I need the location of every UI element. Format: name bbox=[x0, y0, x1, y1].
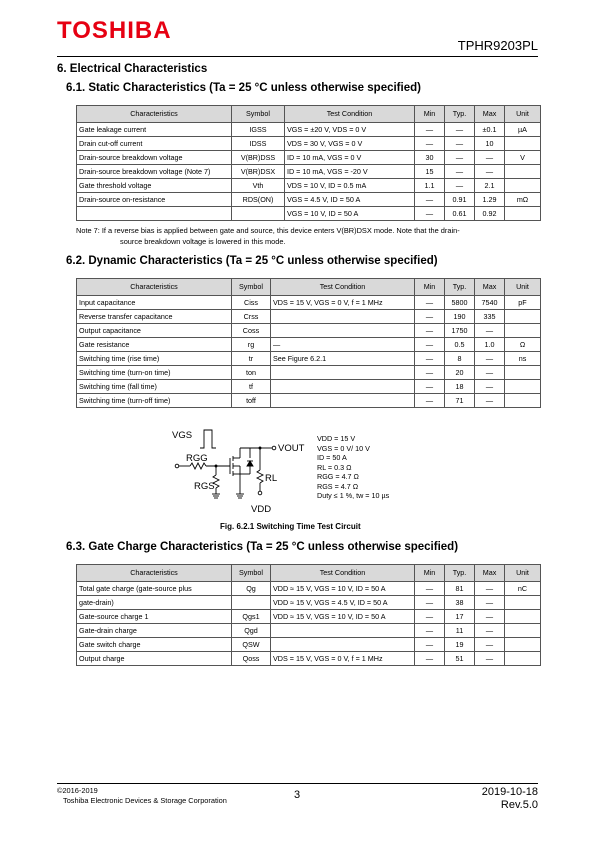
circuit-param: Duty ≤ 1 %, tw = 10 µs bbox=[317, 491, 390, 500]
symbol-cell: Vth bbox=[232, 179, 285, 193]
min-cell: — bbox=[415, 394, 445, 408]
characteristic-cell: Switching time (rise time) bbox=[77, 352, 232, 366]
table-row bbox=[77, 123, 541, 137]
condition-cell: VDD ≈ 15 V, VGS = 10 V, ID = 50 A bbox=[271, 582, 415, 596]
column-header-characteristic: Characteristics bbox=[77, 565, 232, 582]
typ-cell: — bbox=[445, 137, 475, 151]
column-header-typ: Typ. bbox=[445, 106, 475, 123]
unit-cell bbox=[505, 324, 541, 338]
characteristic-cell bbox=[77, 207, 232, 221]
column-header-max: Max bbox=[475, 565, 505, 582]
condition-cell bbox=[271, 380, 415, 394]
characteristic-cell: Gate threshold voltage bbox=[77, 179, 232, 193]
unit-cell bbox=[505, 179, 541, 193]
symbol-cell: Crss bbox=[232, 310, 271, 324]
min-cell: — bbox=[415, 624, 445, 638]
typ-cell: — bbox=[445, 123, 475, 137]
typ-cell: 18 bbox=[445, 380, 475, 394]
note-line-1: Note 7: If a reverse bias is applied between gate and source, this device enters V(BR)DSX mode. Note that the drain- bbox=[76, 226, 460, 235]
table-row bbox=[77, 137, 541, 151]
header-divider bbox=[57, 56, 538, 57]
min-cell: — bbox=[415, 123, 445, 137]
min-cell: — bbox=[415, 610, 445, 624]
condition-cell: VDS = 15 V, VGS = 0 V, f = 1 MHz bbox=[271, 652, 415, 666]
max-cell: 2.1 bbox=[475, 179, 505, 193]
rl-label: RL bbox=[265, 473, 278, 484]
circuit-param: VGS = 0 V/ 10 V bbox=[317, 443, 370, 453]
circuit-parameters bbox=[317, 434, 389, 501]
column-header-unit: Unit bbox=[505, 565, 541, 582]
condition-cell: ID = 10 mA, VGS = -20 V bbox=[285, 165, 415, 179]
max-cell: — bbox=[475, 652, 505, 666]
typ-cell: 19 bbox=[445, 638, 475, 652]
note-7 bbox=[76, 225, 541, 247]
min-cell: — bbox=[415, 310, 445, 324]
table-row bbox=[77, 296, 541, 310]
typ-cell: 8 bbox=[445, 352, 475, 366]
gate-charge-table bbox=[76, 564, 541, 666]
condition-cell: VGS = 10 V, ID = 50 A bbox=[285, 207, 415, 221]
typ-cell: 0.61 bbox=[445, 207, 475, 221]
typ-cell: — bbox=[445, 165, 475, 179]
characteristic-cell: Gate-source charge 1 bbox=[77, 610, 232, 624]
min-cell: — bbox=[415, 137, 445, 151]
table-row bbox=[77, 366, 541, 380]
condition-cell: See Figure 6.2.1 bbox=[271, 352, 415, 366]
unit-cell bbox=[505, 652, 541, 666]
typ-cell: 38 bbox=[445, 596, 475, 610]
condition-cell bbox=[271, 394, 415, 408]
typ-cell: 190 bbox=[445, 310, 475, 324]
unit-cell: ns bbox=[505, 352, 541, 366]
column-header-condition: Test Condition bbox=[271, 279, 415, 296]
max-cell: — bbox=[475, 582, 505, 596]
symbol-cell: IGSS bbox=[232, 123, 285, 137]
symbol-cell: ton bbox=[232, 366, 271, 380]
unit-cell: V bbox=[505, 151, 541, 165]
column-header-condition: Test Condition bbox=[285, 106, 415, 123]
table-header-row bbox=[77, 106, 541, 123]
table-header-row bbox=[77, 279, 541, 296]
min-cell: — bbox=[415, 652, 445, 666]
column-header-min: Min bbox=[415, 106, 445, 123]
characteristic-cell: Drain-source breakdown voltage bbox=[77, 151, 232, 165]
typ-cell: 81 bbox=[445, 582, 475, 596]
max-cell: 1.0 bbox=[475, 338, 505, 352]
column-header-unit: Unit bbox=[505, 106, 541, 123]
typ-cell: 11 bbox=[445, 624, 475, 638]
max-cell: — bbox=[475, 352, 505, 366]
table-row bbox=[77, 624, 541, 638]
characteristic-cell: Total gate charge (gate-source plus bbox=[77, 582, 232, 596]
max-cell: — bbox=[475, 596, 505, 610]
max-cell: 7540 bbox=[475, 296, 505, 310]
max-cell: 0.92 bbox=[475, 207, 505, 221]
table-row bbox=[77, 638, 541, 652]
min-cell: — bbox=[415, 366, 445, 380]
unit-cell: µA bbox=[505, 123, 541, 137]
column-header-symbol: Symbol bbox=[232, 279, 271, 296]
vout-terminal bbox=[272, 446, 276, 450]
revision-number: Rev.5.0 bbox=[500, 799, 538, 811]
figure-caption: Fig. 6.2.1 Switching Time Test Circuit bbox=[220, 522, 361, 531]
symbol-cell: Qg bbox=[232, 582, 271, 596]
typ-cell: 17 bbox=[445, 610, 475, 624]
unit-cell: nC bbox=[505, 582, 541, 596]
characteristic-cell: Gate leakage current bbox=[77, 123, 232, 137]
static-characteristics-table bbox=[76, 105, 541, 221]
symbol-cell: Qgd bbox=[232, 624, 271, 638]
unit-cell: mΩ bbox=[505, 193, 541, 207]
gate-charge-title: 6.3. Gate Charge Characteristics (Ta = 25 °C unless otherwise specified) bbox=[66, 541, 459, 553]
typ-cell: 0.5 bbox=[445, 338, 475, 352]
condition-cell: VDS = 15 V, VGS = 0 V, f = 1 MHz bbox=[271, 296, 415, 310]
unit-cell bbox=[505, 380, 541, 394]
condition-cell: VGS = 4.5 V, ID = 50 A bbox=[285, 193, 415, 207]
part-number: TPHR9203PL bbox=[457, 38, 538, 53]
rl-resistor bbox=[257, 470, 263, 483]
condition-cell bbox=[271, 366, 415, 380]
copyright-years: ©2016-2019 bbox=[57, 786, 98, 795]
symbol-cell: V(BR)DSS bbox=[232, 151, 285, 165]
characteristic-cell: Input capacitance bbox=[77, 296, 232, 310]
unit-cell bbox=[505, 165, 541, 179]
table-row bbox=[77, 207, 541, 221]
max-cell: — bbox=[475, 624, 505, 638]
vout-label: VOUT bbox=[278, 443, 305, 454]
footer-date-rev bbox=[482, 786, 538, 812]
characteristic-cell: Gate switch charge bbox=[77, 638, 232, 652]
page-number: 3 bbox=[294, 789, 301, 801]
column-header-condition: Test Condition bbox=[271, 565, 415, 582]
characteristic-cell: Switching time (turn-off time) bbox=[77, 394, 232, 408]
footer-divider bbox=[57, 783, 538, 784]
symbol-cell bbox=[232, 207, 285, 221]
condition-cell: VDD ≈ 15 V, VGS = 4.5 V, ID = 50 A bbox=[271, 596, 415, 610]
condition-cell bbox=[271, 324, 415, 338]
unit-cell: Ω bbox=[505, 338, 541, 352]
circuit-param: ID = 50 A bbox=[317, 453, 347, 462]
symbol-cell: Ciss bbox=[232, 296, 271, 310]
section-title: 6. Electrical Characteristics bbox=[57, 63, 208, 75]
typ-cell: 1750 bbox=[445, 324, 475, 338]
body-diode bbox=[247, 461, 253, 466]
symbol-cell: IDSS bbox=[232, 137, 285, 151]
symbol-cell: Qgs1 bbox=[232, 610, 271, 624]
unit-cell bbox=[505, 624, 541, 638]
column-header-typ: Typ. bbox=[445, 565, 475, 582]
unit-cell bbox=[505, 366, 541, 380]
table-row bbox=[77, 610, 541, 624]
condition-cell: — bbox=[271, 338, 415, 352]
table-header-row bbox=[77, 565, 541, 582]
characteristic-cell: Switching time (fall time) bbox=[77, 380, 232, 394]
condition-cell: VDS = 10 V, ID = 0.5 mA bbox=[285, 179, 415, 193]
vdd-label: VDD bbox=[251, 504, 272, 515]
typ-cell: 71 bbox=[445, 394, 475, 408]
symbol-cell: Coss bbox=[232, 324, 271, 338]
table-row bbox=[77, 179, 541, 193]
column-header-characteristic: Characteristics bbox=[77, 106, 232, 123]
symbol-cell: Qoss bbox=[232, 652, 271, 666]
max-cell: — bbox=[475, 324, 505, 338]
max-cell: — bbox=[475, 165, 505, 179]
min-cell: — bbox=[415, 380, 445, 394]
unit-cell bbox=[505, 638, 541, 652]
characteristic-cell: gate-drain) bbox=[77, 596, 232, 610]
characteristic-cell: Gate-drain charge bbox=[77, 624, 232, 638]
min-cell: — bbox=[415, 193, 445, 207]
symbol-cell: tr bbox=[232, 352, 271, 366]
dynamic-title: 6.2. Dynamic Characteristics (Ta = 25 °C unless otherwise specified) bbox=[66, 255, 438, 267]
static-title: 6.1. Static Characteristics (Ta = 25 °C unless otherwise specified) bbox=[66, 82, 421, 94]
table-row bbox=[77, 582, 541, 596]
revision-date: 2019-10-18 bbox=[481, 786, 538, 798]
max-cell: ±0.1 bbox=[475, 123, 505, 137]
symbol-cell: tf bbox=[232, 380, 271, 394]
circuit-param: RGS = 4.7 Ω bbox=[317, 481, 359, 491]
table-row bbox=[77, 324, 541, 338]
condition-cell: VDD ≈ 15 V, VGS = 10 V, ID = 50 A bbox=[271, 610, 415, 624]
switching-test-circuit bbox=[168, 424, 313, 519]
unit-cell bbox=[505, 207, 541, 221]
typ-cell: 5800 bbox=[445, 296, 475, 310]
symbol-cell: toff bbox=[232, 394, 271, 408]
unit-cell bbox=[505, 596, 541, 610]
max-cell: 1.29 bbox=[475, 193, 505, 207]
table-row bbox=[77, 151, 541, 165]
rgg-label: RGG bbox=[186, 453, 208, 464]
condition-cell: VDS = 30 V, VGS = 0 V bbox=[285, 137, 415, 151]
column-header-symbol: Symbol bbox=[232, 106, 285, 123]
table-row bbox=[77, 165, 541, 179]
vgs-label: VGS bbox=[172, 430, 193, 441]
min-cell: 15 bbox=[415, 165, 445, 179]
circuit-param: VDD = 15 V bbox=[317, 434, 356, 443]
column-header-max: Max bbox=[475, 106, 505, 123]
column-header-symbol: Symbol bbox=[232, 565, 271, 582]
condition-cell bbox=[271, 638, 415, 652]
input-terminal bbox=[175, 464, 179, 468]
table-row bbox=[77, 352, 541, 366]
min-cell: — bbox=[415, 296, 445, 310]
circuit-param: RL = 0.3 Ω bbox=[317, 462, 352, 472]
toshiba-logo: TOSHIBA bbox=[57, 17, 172, 44]
column-header-characteristic: Characteristics bbox=[77, 279, 232, 296]
min-cell: — bbox=[415, 324, 445, 338]
rgs-label: RGS bbox=[194, 481, 215, 492]
typ-cell: 51 bbox=[445, 652, 475, 666]
characteristic-cell: Output capacitance bbox=[77, 324, 232, 338]
condition-cell bbox=[271, 624, 415, 638]
table-row bbox=[77, 310, 541, 324]
symbol-cell: RDS(ON) bbox=[232, 193, 285, 207]
characteristic-cell: Reverse transfer capacitance bbox=[77, 310, 232, 324]
min-cell: 30 bbox=[415, 151, 445, 165]
characteristic-cell: Drain-source breakdown voltage (Note 7) bbox=[77, 165, 232, 179]
min-cell: — bbox=[415, 596, 445, 610]
symbol-cell: V(BR)DSX bbox=[232, 165, 285, 179]
characteristic-cell: Drain cut-off current bbox=[77, 137, 232, 151]
max-cell: — bbox=[475, 151, 505, 165]
circuit-param: RGG = 4.7 Ω bbox=[317, 472, 359, 481]
max-cell: — bbox=[475, 610, 505, 624]
max-cell: — bbox=[475, 366, 505, 380]
max-cell: 10 bbox=[475, 137, 505, 151]
characteristic-cell: Drain-source on-resistance bbox=[77, 193, 232, 207]
unit-cell bbox=[505, 394, 541, 408]
symbol-cell bbox=[232, 596, 271, 610]
typ-cell: 0.91 bbox=[445, 193, 475, 207]
footer-copyright bbox=[57, 786, 227, 806]
vdd-terminal bbox=[258, 491, 262, 495]
column-header-min: Min bbox=[415, 279, 445, 296]
min-cell: — bbox=[415, 338, 445, 352]
typ-cell: — bbox=[445, 179, 475, 193]
condition-cell bbox=[271, 310, 415, 324]
symbol-cell: rg bbox=[232, 338, 271, 352]
max-cell: — bbox=[475, 394, 505, 408]
characteristic-cell: Output charge bbox=[77, 652, 232, 666]
column-header-min: Min bbox=[415, 565, 445, 582]
pulse-waveform bbox=[200, 430, 216, 448]
dynamic-characteristics-table bbox=[76, 278, 541, 408]
condition-cell: VGS = ±20 V, VDS = 0 V bbox=[285, 123, 415, 137]
note-line-2: source breakdown voltage is lowered in this mode. bbox=[120, 237, 286, 246]
column-header-max: Max bbox=[475, 279, 505, 296]
unit-cell bbox=[505, 137, 541, 151]
min-cell: — bbox=[415, 207, 445, 221]
symbol-cell: QSW bbox=[232, 638, 271, 652]
unit-cell bbox=[505, 610, 541, 624]
max-cell: — bbox=[475, 638, 505, 652]
max-cell: — bbox=[475, 380, 505, 394]
unit-cell bbox=[505, 310, 541, 324]
typ-cell: — bbox=[445, 151, 475, 165]
table-row bbox=[77, 193, 541, 207]
table-row bbox=[77, 596, 541, 610]
characteristic-cell: Gate resistance bbox=[77, 338, 232, 352]
column-header-typ: Typ. bbox=[445, 279, 475, 296]
unit-cell: pF bbox=[505, 296, 541, 310]
condition-cell: ID = 10 mA, VGS = 0 V bbox=[285, 151, 415, 165]
table-row bbox=[77, 652, 541, 666]
company-name: Toshiba Electronic Devices & Storage Corporation bbox=[63, 796, 227, 805]
typ-cell: 20 bbox=[445, 366, 475, 380]
min-cell: — bbox=[415, 638, 445, 652]
column-header-unit: Unit bbox=[505, 279, 541, 296]
characteristic-cell: Switching time (turn-on time) bbox=[77, 366, 232, 380]
table-row bbox=[77, 380, 541, 394]
min-cell: — bbox=[415, 352, 445, 366]
table-row bbox=[77, 338, 541, 352]
min-cell: 1.1 bbox=[415, 179, 445, 193]
min-cell: — bbox=[415, 582, 445, 596]
max-cell: 335 bbox=[475, 310, 505, 324]
table-row bbox=[77, 394, 541, 408]
